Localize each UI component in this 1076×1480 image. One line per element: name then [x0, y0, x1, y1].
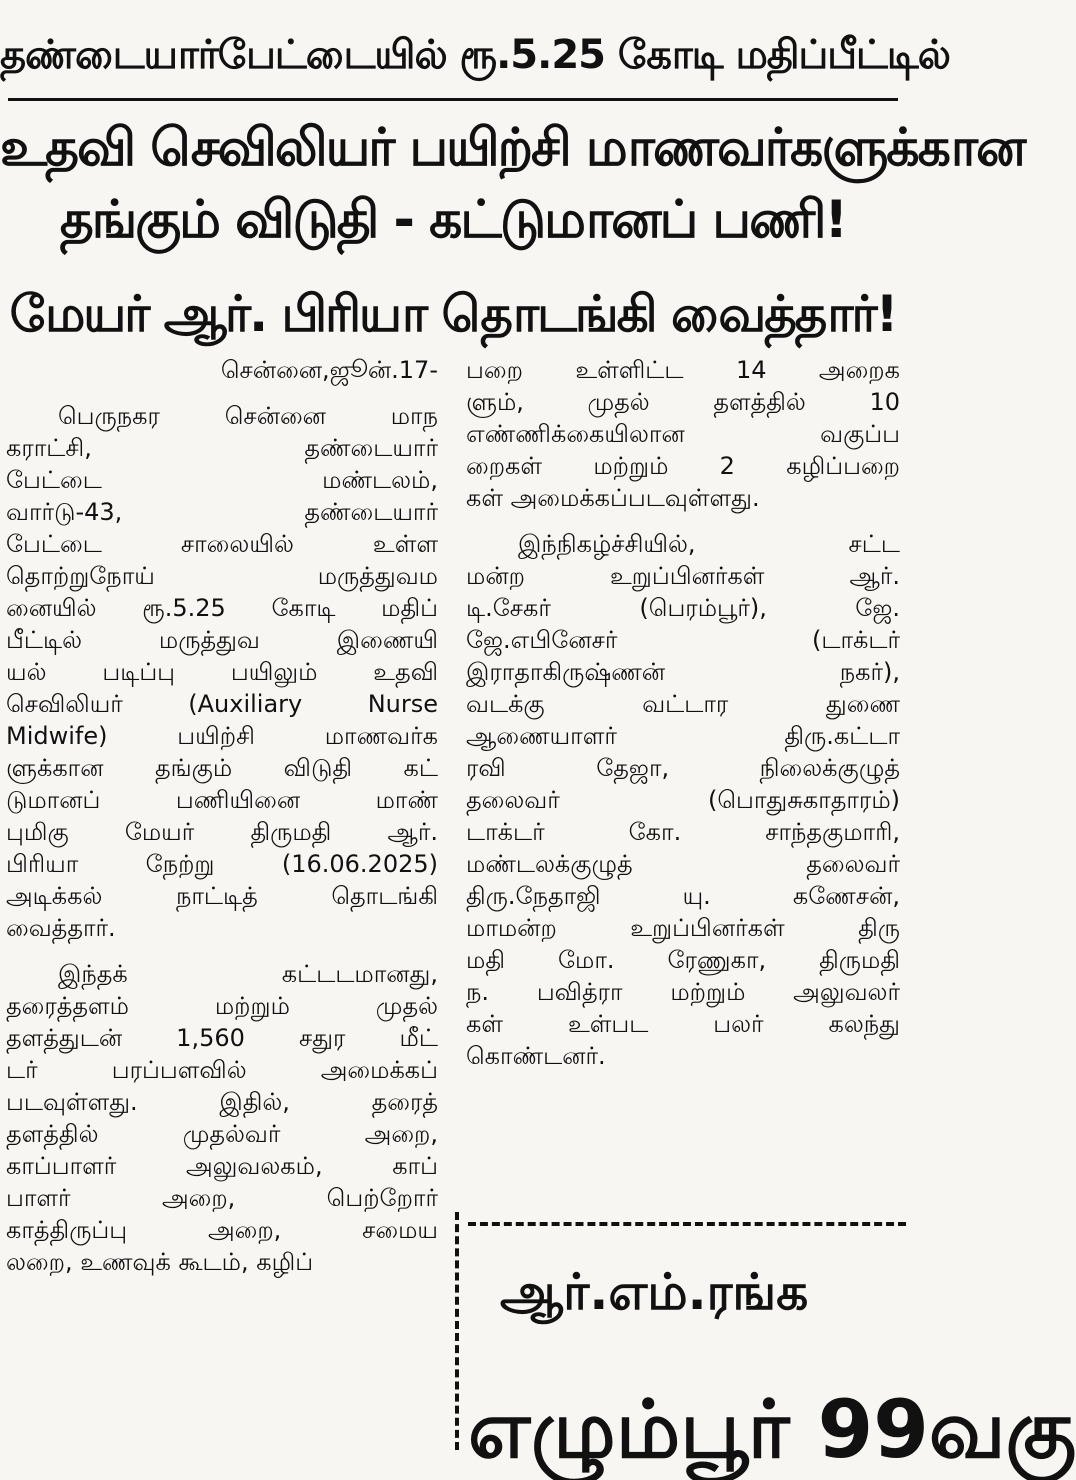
next-article-subheadline: எழும்பூர் 99வகு [468, 1383, 1076, 1476]
article-line: பேட்டை சாலையில் உள்ள [6, 530, 438, 558]
article-line: தளத்துடன் 1,560 சதுர மீட் [6, 1024, 438, 1052]
article-line: காத்திருப்பு அறை, சமைய [6, 1216, 438, 1244]
article-line: இராதாகிருஷ்ணன் நகர்), [466, 658, 900, 686]
article-line: டர் பரப்பளவில் அமைக்கப் [6, 1056, 438, 1084]
article-line: பாளர் அறை, பெற்றோர் [6, 1184, 438, 1212]
article-line: லறை, உணவுக் கூடம், கழிப் [6, 1248, 314, 1276]
article-line: மாமன்ற உறுப்பினர்கள் திரு [466, 914, 900, 942]
article-line: திரு.நேதாஜி யு. கணேசன், [466, 882, 900, 910]
article-line: றைகள் மற்றும் 2 கழிப்பறை [466, 452, 900, 480]
headline-line-1: உதவி செவிலியர் பயிற்சி மாணவர்களுக்கான [0, 118, 1025, 178]
article-line: டுமானப் பணியினை மாண் [6, 786, 438, 814]
article-line: காப்பாளர் அலுவலகம், காப் [6, 1152, 438, 1180]
article-line: பிரியா நேற்று (16.06.2025) [6, 850, 438, 878]
section-divider-vertical [455, 1212, 459, 1450]
article-column-2 [466, 354, 900, 1072]
article-line: Midwife) பயிற்சி மாணவர்க [6, 722, 438, 750]
article-line: பேட்டை மண்டலம், [6, 466, 438, 494]
section-divider-horizontal [468, 1222, 906, 1226]
article-line: மதி மோ. ரேணுகா, திருமதி [466, 946, 900, 974]
article-line: தொற்றுநோய் மருத்துவம [6, 562, 438, 590]
article-line: எண்ணிக்கையிலான வகுப்ப [466, 420, 900, 448]
article-kicker: தண்டையார்பேட்டையில் ரூ.5.25 கோடி மதிப்பீட்டில் [0, 32, 950, 78]
article-line: ந. பவித்ரா மற்றும் அலுவலர் [466, 978, 900, 1006]
article-line: ரவி தேஜா, நிலைக்குழுத் [466, 754, 900, 782]
article-line: சென்னை,ஜூன்.17- [220, 356, 438, 384]
headline-line-2: தங்கும் விடுதி - கட்டுமானப் பணி! [59, 190, 847, 250]
article-line: பறை உள்ளிட்ட 14 அறைக [466, 356, 900, 384]
article-line: கள் அமைக்கப்படவுள்ளது. [466, 484, 760, 512]
article-line: மன்ற உறுப்பினர்கள் ஆர். [466, 562, 900, 590]
article-line: தலைவர் (பொதுசுகாதாரம்) [466, 786, 900, 814]
article-line: ஆணையாளர் திரு.கட்டா [466, 722, 900, 750]
article-line: வார்டு-43, தண்டையார் [6, 498, 438, 526]
next-article-headline: ஆர்.எம்.ரங்க [500, 1263, 809, 1321]
article-line: ஜே.எபினேசர் (டாக்டர் [466, 626, 900, 654]
article-column-1 [6, 354, 438, 1278]
article-line: தளத்தில் முதல்வர் அறை, [6, 1120, 438, 1148]
article-line: பீட்டில் மருத்துவ இணையி [6, 626, 438, 654]
article-line: கொண்டனர். [466, 1042, 606, 1070]
article-line: அடிக்கல் நாட்டித் தொடங்கி [6, 882, 438, 910]
article-line: ளுக்கான தங்கும் விடுதி கட் [6, 754, 438, 782]
article-line: இந்தக் கட்டடமானது, [58, 960, 438, 988]
article-line: டி.சேகர் (பெரம்பூர்), ஜே. [466, 594, 900, 622]
article-line: டாக்டர் கோ. சாந்தகுமாரி, [466, 818, 900, 846]
article-line: புமிகு மேயர் திருமதி ஆர். [6, 818, 438, 846]
article-line: னையில் ரூ.5.25 கோடி மதிப் [6, 594, 438, 622]
article-line: தரைத்தளம் மற்றும் முதல் [6, 992, 438, 1020]
article-line: பெருநகர சென்னை மாந [58, 402, 438, 430]
article-line: படவுள்ளது. இதில், தரைத் [6, 1088, 438, 1116]
article-line: கள் உள்பட பலர் கலந்து [466, 1010, 900, 1038]
article-line: கராட்சி, தண்டையார் [6, 434, 438, 462]
article-line: மண்டலக்குழுத் தலைவர் [466, 850, 900, 878]
article-line: வைத்தார். [6, 914, 116, 942]
article-line: இந்நிகழ்ச்சியில், சட்ட [518, 530, 900, 558]
subheadline: மேயர் ஆர். பிரியா தொடங்கி வைத்தார்! [9, 285, 897, 343]
article-line: யல் படிப்பு பயிலும் உதவி [6, 658, 438, 686]
header-rule [8, 98, 898, 101]
article-line: செவிலியர் (Auxiliary Nurse [6, 690, 438, 718]
article-line: வடக்கு வட்டார துணை [466, 690, 900, 718]
article-line: ளும், முதல் தளத்தில் 10 [466, 388, 900, 416]
